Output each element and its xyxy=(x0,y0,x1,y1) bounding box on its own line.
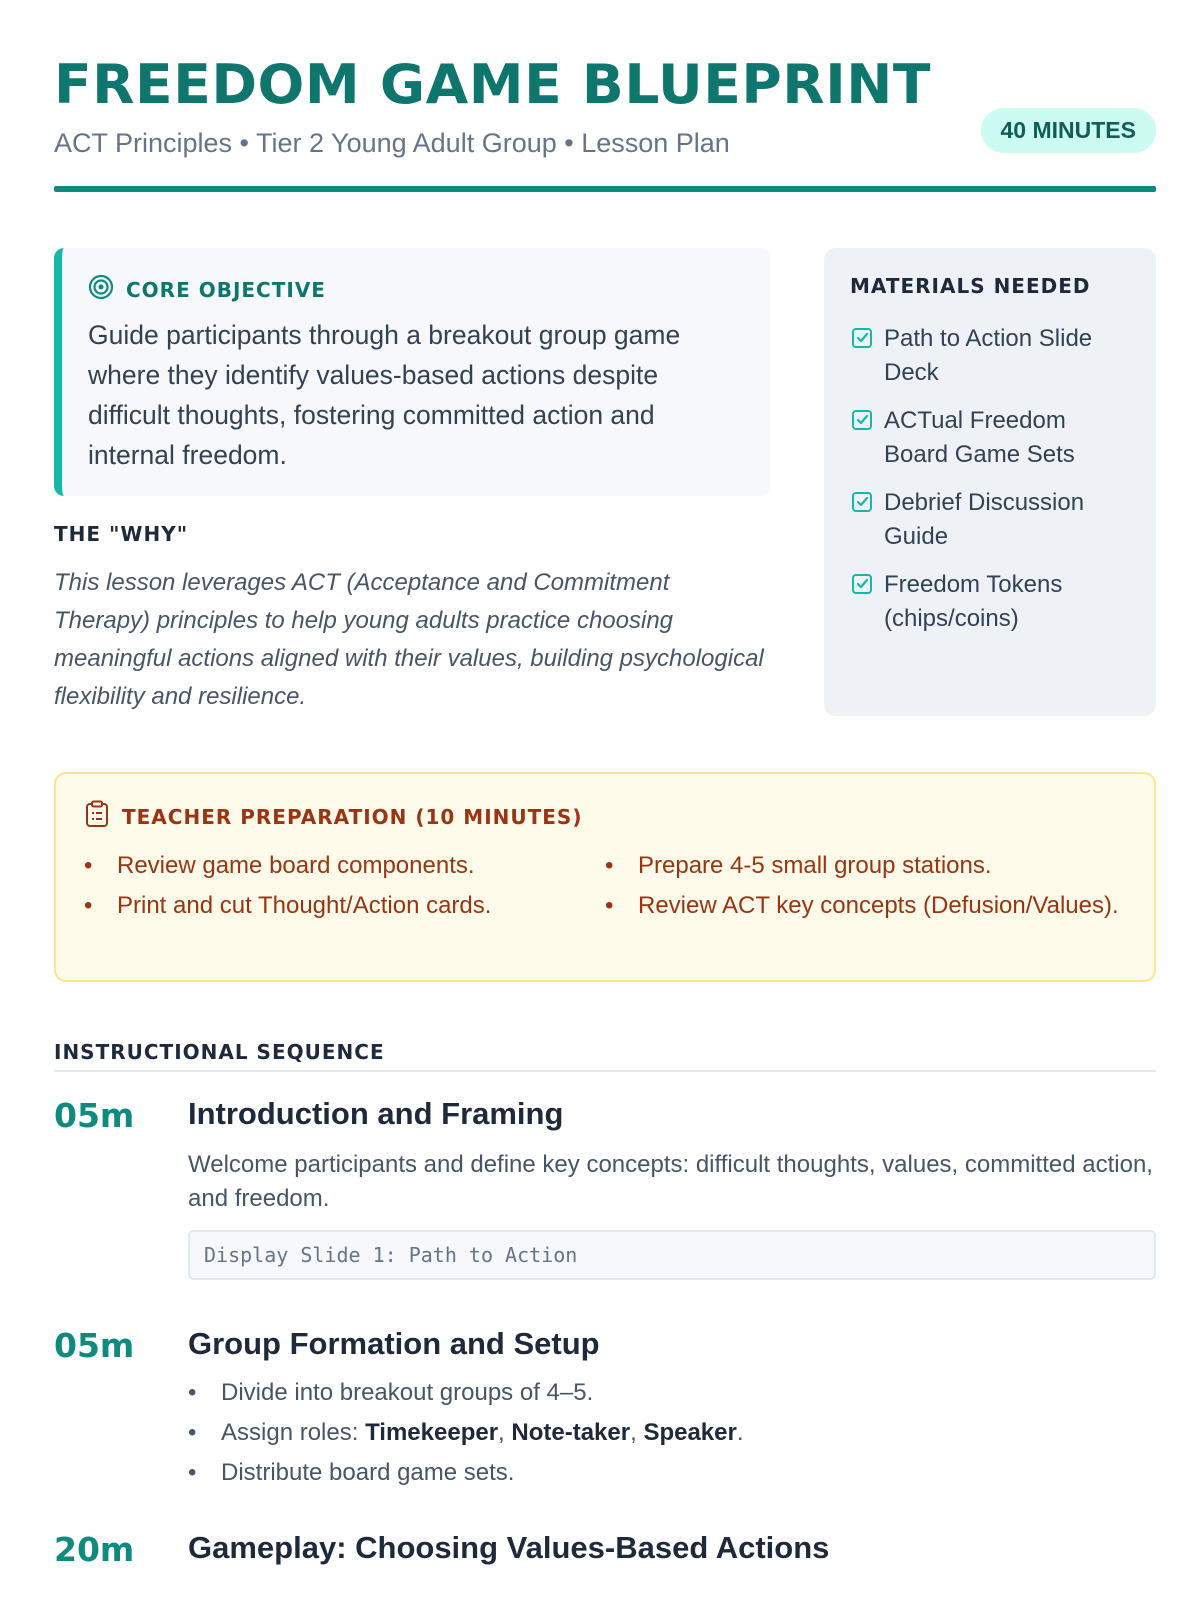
role-separator: , xyxy=(498,1419,512,1446)
role-separator: , xyxy=(630,1419,644,1446)
sequence-header xyxy=(54,1040,1156,1064)
checkbox-icon xyxy=(850,326,874,355)
teacher-prep-header xyxy=(84,800,1126,833)
teacher-prep-card xyxy=(54,772,1156,982)
core-objective-label: CORE OBJECTIVE xyxy=(126,277,326,302)
list-item: • Divide into breakout groups of 4–5. xyxy=(188,1376,1156,1410)
step-duration: 05m xyxy=(54,1326,135,1365)
step-title: Group Formation and Setup xyxy=(188,1326,600,1361)
step-bullet-list xyxy=(188,1376,1156,1490)
step-description: Welcome participants and define key concepts: difficult thoughts, values, committed action, and freedom. xyxy=(188,1151,1153,1212)
step-body xyxy=(188,1530,1156,1566)
material-text: Freedom Tokens (chips/coins) xyxy=(884,571,1063,632)
page-title: FREEDOM GAME BLUEPRINT xyxy=(54,53,931,116)
teacher-prep-columns xyxy=(84,849,1126,929)
list-item xyxy=(850,486,1136,554)
material-text: ACTual Freedom Board Game Sets xyxy=(884,407,1075,468)
clipboard-icon xyxy=(84,800,110,833)
checkbox-icon xyxy=(850,572,874,601)
list-item: • Distribute board game sets. xyxy=(188,1456,1156,1490)
header-divider xyxy=(54,186,1156,192)
why-section xyxy=(54,522,770,716)
why-text: This lesson leverages ACT (Acceptance and Commitment Therapy) principles to help young adults practice choosing meaningful actions aligned with their values, building psychological flexibility and resilience. xyxy=(54,569,764,710)
list-item: • Review game board components. xyxy=(84,849,605,883)
teacher-prep-label: TEACHER PREPARATION (10 MINUTES) xyxy=(122,804,583,829)
step-body xyxy=(188,1096,1156,1280)
step-duration: 05m xyxy=(54,1096,135,1135)
role-speaker: Speaker xyxy=(643,1419,737,1446)
core-objective-card xyxy=(54,248,770,496)
roles-prefix: Assign roles: xyxy=(221,1419,366,1446)
step-body xyxy=(188,1326,1156,1496)
sequence-label: INSTRUCTIONAL SEQUENCE xyxy=(54,1040,385,1064)
duration-badge: 40 MINUTES xyxy=(981,108,1156,153)
materials-list xyxy=(850,322,1136,636)
list-item: • Print and cut Thought/Action cards. xyxy=(84,889,605,923)
step-code-note: Display Slide 1: Path to Action xyxy=(188,1230,1156,1280)
role-timekeeper: Timekeeper xyxy=(365,1419,499,1446)
checkbox-icon xyxy=(850,408,874,437)
list-item xyxy=(850,568,1136,636)
core-objective-text: Guide participants through a breakout group game where they identify values-based actions despite difficult thoughts, fostering committed action and internal freedom. xyxy=(88,320,681,470)
materials-card xyxy=(824,248,1156,716)
roles-end: . xyxy=(736,1419,744,1446)
list-item: • Review ACT key concepts (Defusion/Values). xyxy=(605,889,1126,923)
core-objective-header xyxy=(88,274,740,305)
checkbox-icon xyxy=(850,490,874,519)
page-subtitle: ACT Principles • Tier 2 Young Adult Group • Lesson Plan xyxy=(54,128,730,158)
material-text: Debrief Discussion Guide xyxy=(884,489,1085,550)
list-item xyxy=(850,322,1136,390)
list-item xyxy=(188,1416,1156,1450)
list-item: • Prepare 4-5 small group stations. xyxy=(605,849,1126,883)
target-icon xyxy=(88,274,114,305)
list-item xyxy=(850,404,1136,472)
prep-column-right xyxy=(605,849,1126,929)
step-duration: 20m xyxy=(54,1530,135,1569)
materials-label: MATERIALS NEEDED xyxy=(850,274,1091,298)
role-note-taker: Note-taker xyxy=(511,1419,631,1446)
material-text: Path to Action Slide Deck xyxy=(884,325,1093,386)
why-label: THE "WHY" xyxy=(54,522,189,546)
step-title: Gameplay: Choosing Values-Based Actions xyxy=(188,1530,830,1565)
step-title: Introduction and Framing xyxy=(188,1096,564,1131)
sequence-divider xyxy=(54,1070,1156,1072)
header xyxy=(54,52,1156,196)
prep-column-left xyxy=(84,849,605,929)
